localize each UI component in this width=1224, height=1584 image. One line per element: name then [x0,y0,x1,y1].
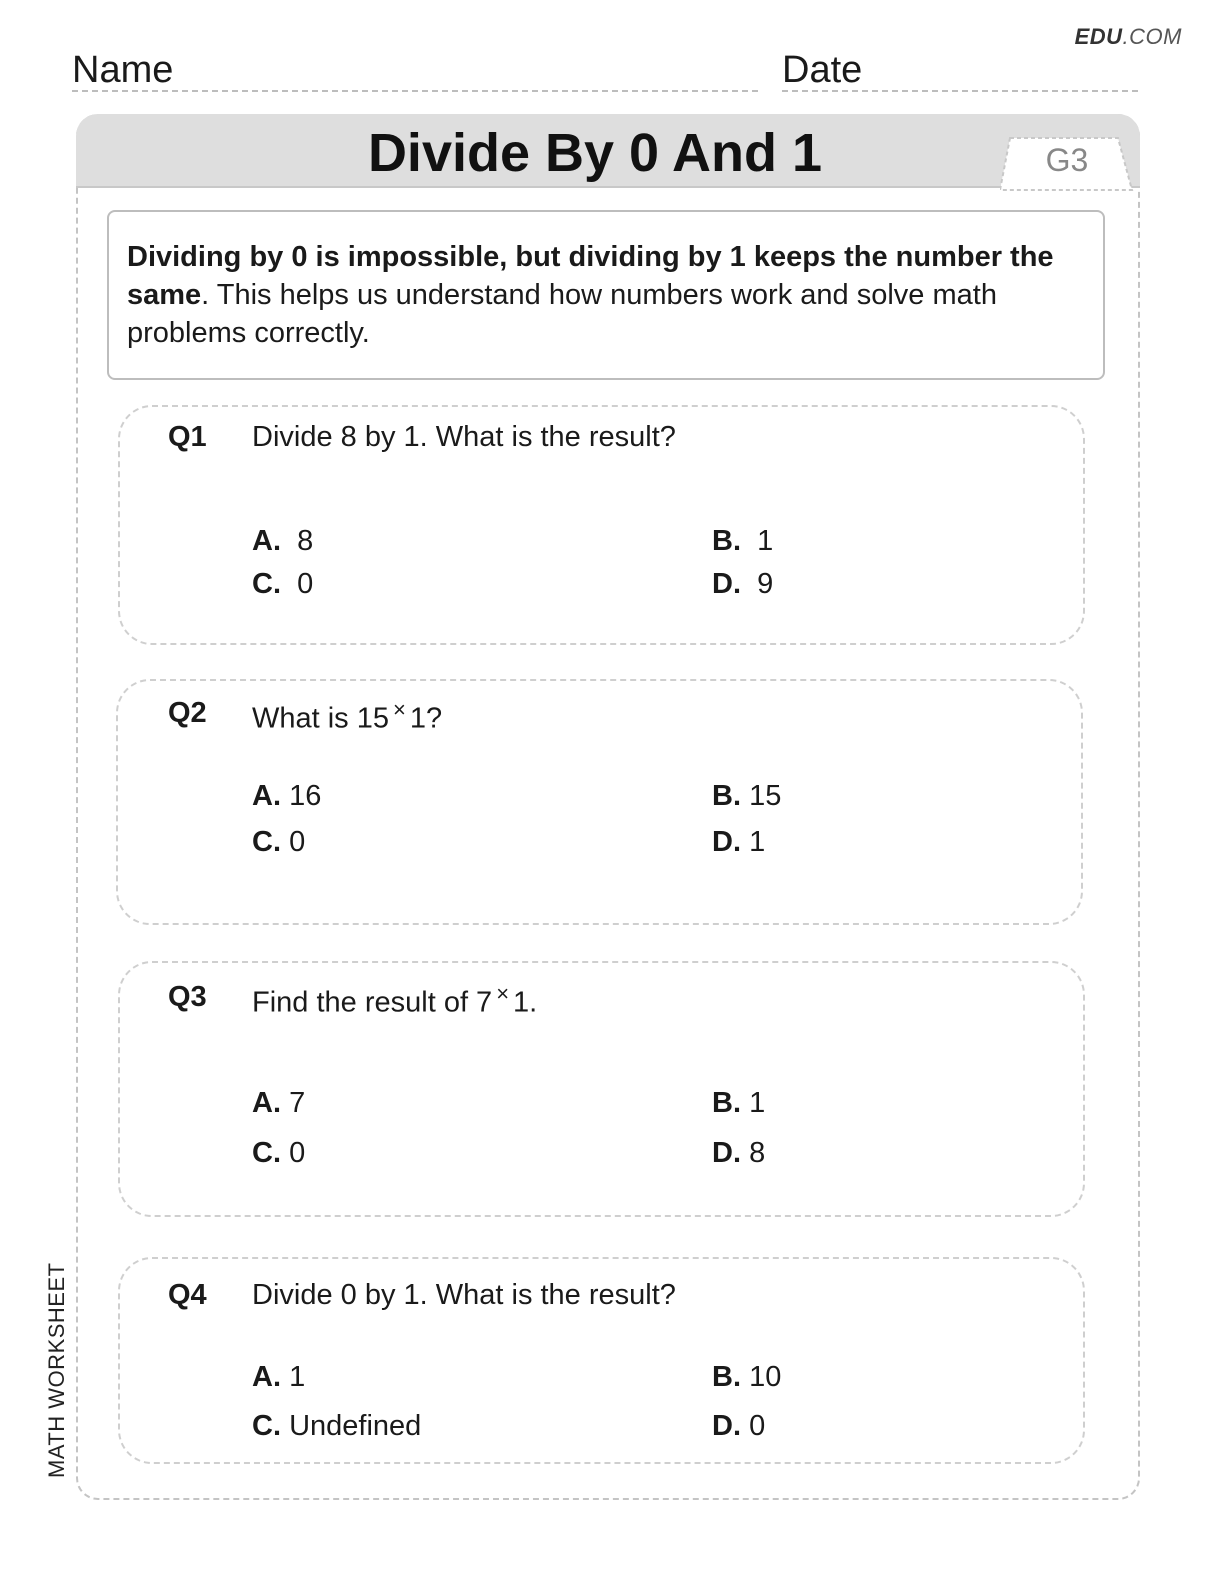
intro-rest-text: . This helps us understand how numbers work and solve math problems correctly. [127,279,997,349]
option-d[interactable] [712,1410,765,1443]
times-symbol: × [393,697,406,722]
option-letter: D. [712,568,741,600]
option-letter: D. [712,826,741,858]
option-letter: C. [252,826,281,858]
date-field[interactable] [782,50,1138,92]
option-letter: B. [712,525,741,557]
option-value: 0 [289,1137,306,1169]
option-letter: D. [712,1410,741,1442]
grade-tab [1000,136,1130,190]
option-c[interactable] [252,826,305,859]
question-text [252,697,442,736]
name-label: Name [72,49,174,91]
question-text [252,981,537,1020]
option-a[interactable] [252,525,313,558]
question-number: Q4 [168,1279,207,1311]
option-letter: C. [252,1137,281,1169]
question-number: Q2 [168,697,207,729]
question-number: Q1 [168,421,207,453]
option-b[interactable] [712,780,781,813]
option-letter: D. [712,1137,741,1169]
question-card-1 [118,405,1085,645]
option-value: 7 [289,1087,306,1119]
option-b[interactable] [712,525,773,558]
question-card-2 [116,679,1083,925]
option-letter: B. [712,1361,741,1393]
option-value: Undefined [289,1410,422,1442]
brand-logo-light: .COM [1122,24,1182,49]
option-letter: A. [252,1361,281,1393]
side-label: MATH WORKSHEET [44,1262,69,1478]
question-text-before: What is 15 [252,702,389,735]
option-letter: A. [252,525,281,557]
option-c[interactable] [252,1410,421,1443]
question-text: Divide 0 by 1. What is the result? [252,1279,676,1311]
intro-box [107,210,1105,380]
option-d[interactable] [712,568,773,601]
option-value: 15 [749,780,782,812]
option-b[interactable] [712,1361,781,1394]
option-letter: A. [252,1087,281,1119]
option-value: 1 [757,525,774,557]
date-label: Date [782,49,863,91]
option-value: 0 [749,1410,766,1442]
option-value: 0 [289,826,306,858]
option-d[interactable] [712,1137,765,1170]
option-letter: C. [252,1410,281,1442]
option-value: 9 [757,568,774,600]
option-a[interactable] [252,780,321,813]
option-value: 1 [749,826,766,858]
worksheet-title: Divide By 0 And 1 [367,123,823,183]
option-b[interactable] [712,1087,765,1120]
question-card-3 [118,961,1085,1217]
question-text-after: 1. [513,986,538,1019]
option-c[interactable] [252,568,313,601]
intro-bold-text: Dividing by 0 is impossible, but dividing by 1 keeps the number the same [127,241,1054,311]
option-value: 8 [749,1137,766,1169]
option-value: 8 [297,525,314,557]
option-value: 1 [749,1087,766,1119]
option-value: 0 [297,568,314,600]
question-text-after: 1? [409,702,443,735]
option-a[interactable] [252,1361,305,1394]
question-text-before: Find the result of 7 [252,986,493,1019]
name-field[interactable] [72,50,758,92]
option-letter: A. [252,780,281,812]
option-a[interactable] [252,1087,305,1120]
option-letter: B. [712,780,741,812]
option-letter: B. [712,1087,741,1119]
question-card-4 [118,1257,1085,1464]
times-symbol: × [496,981,510,1006]
question-text: Divide 8 by 1. What is the result? [252,421,676,453]
question-number: Q3 [168,981,207,1013]
option-c[interactable] [252,1137,305,1170]
option-value: 10 [749,1361,782,1393]
option-value: 16 [289,780,322,812]
option-letter: C. [252,568,281,600]
brand-logo [1075,24,1182,50]
option-d[interactable] [712,826,765,859]
grade-label: G3 [1045,142,1089,178]
brand-logo-bold: EDU [1074,24,1123,49]
option-value: 1 [289,1361,306,1393]
